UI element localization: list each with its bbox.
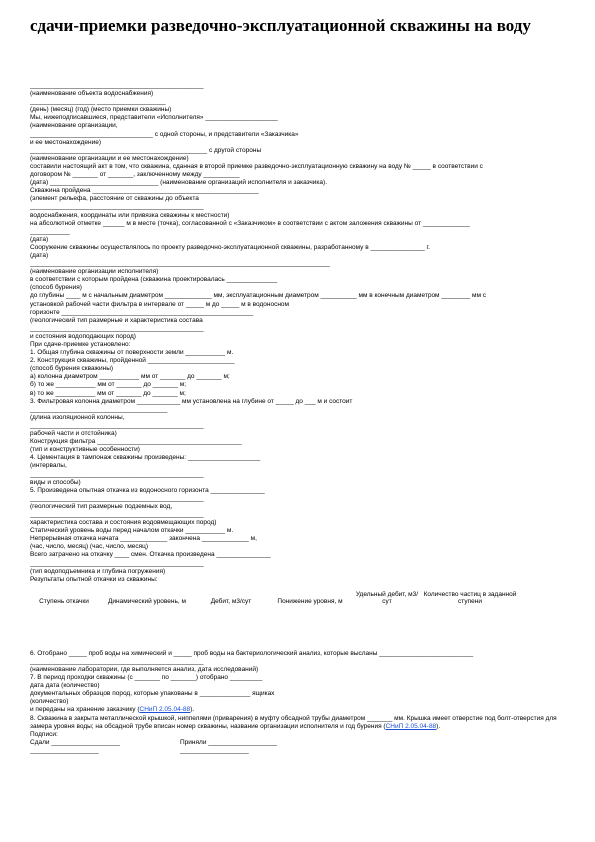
form-line: (час, число, месяц) (час, число, месяц) — [30, 543, 149, 551]
form-line: ________________________________________________ — [30, 421, 204, 429]
snip-link[interactable]: СНиП 2.05.04-88 — [139, 706, 191, 714]
accepted-label: Приняли ___________________ — [180, 738, 277, 746]
form-line: При сдаче-приемке установлено: — [30, 341, 131, 348]
form-line: ________________________________________________ — [30, 324, 204, 332]
form-line: __________________________________ с одной стороны, и представители «Заказчика» — [30, 130, 299, 138]
document-body — [30, 82, 575, 755]
form-line: (дата) — [30, 235, 49, 243]
form-line: (геологический тип размерные и характеристика состава — [30, 316, 203, 324]
form-line: договором № _______ от _______, заключенному между __________ — [30, 171, 240, 179]
form-line: (день) (месяц) (год) (место приемки скважины) — [30, 106, 172, 114]
form-line: _________________________________________________ с другой стороны — [30, 146, 262, 154]
table-header-drawdown: Понижение уровня, м — [277, 598, 343, 606]
form-line: 5. Произведена опытная откачка из водоносного горизонта _______________ — [30, 486, 265, 494]
table-header-stage: Ступень откачки — [39, 598, 89, 606]
form-line: ________________________________________________ — [30, 559, 204, 567]
form-line: Всего затрачено на откачку ____ смен. Откачка произведена _______________ — [30, 551, 271, 559]
form-line: Результаты опытной откачки из скважины: — [30, 575, 158, 583]
form-line: 3. Фильтровая колонна диаметром ____________ мм установлена на глубине от _____ до ___ м и состоит — [30, 397, 353, 405]
form-line: 6. Отобрано _____ проб воды на химический и _____ проб воды на бактериологический анализ, которые высланы __________________________ — [30, 649, 474, 657]
table-header-dynamic-level: Динамический уровень, м — [108, 598, 186, 606]
form-line: установкой рабочей части фильтра в интервале от _____ м до _____ м в водоносном — [30, 300, 290, 308]
form-line: (геологический тип размерные подземных вод, — [30, 502, 173, 510]
form-line: (длина изоляционной колонны, — [30, 413, 125, 421]
signatures-row-1 — [30, 739, 575, 747]
table-header-specific-flow: Удельный дебит, м3/сут — [355, 590, 419, 606]
form-line: (тип водоподъемника и глубина погружения) — [30, 567, 166, 575]
form-line: 1. Общая глубина скважины от поверхности земли ___________ м. — [30, 349, 234, 357]
form-line: (способ бурения) — [30, 284, 82, 292]
form-line: б) то же ___________ мм от _______ до _______ м; — [30, 381, 187, 389]
table-header-flow: Дебит, м3/сут — [210, 598, 252, 606]
form-line: ___________________________________________________________________________________ — [30, 260, 331, 268]
signatures-row-2 — [30, 747, 575, 755]
snip-link-2[interactable]: СНиП 2.05.04-88 — [385, 722, 437, 730]
form-line: Сооружение скважины осуществлялось по проекту разведочно-эксплуатационной скважины, разработанному в _______________ г. — [30, 243, 430, 251]
form-line: (способ бурения скважины) — [30, 365, 114, 373]
form-line: 2. Конструкция скважины, пройденной ________________________ — [30, 357, 235, 365]
form-line: (наименование организации исполнителя) — [30, 268, 159, 276]
handed-label: Сдали ___________________ — [30, 738, 121, 746]
form-line: (наименование объекта водоснабжения) — [30, 90, 154, 98]
form-line: ________________________________________________ — [30, 203, 204, 211]
document-title: сдачи-приемки разведочно-эксплуатационной скважины на воду — [30, 16, 531, 35]
form-line: до глубины ____ м с начальным диаметром _____________ мм, эксплуатационным диаметром __________ мм в конечным диаметром ________ мм с — [30, 292, 487, 300]
table-header-particles: Количество частиц в заданной ступени — [423, 590, 517, 606]
form-line: 4. Цементация в тампонаж скважины произведены: ____________________ — [30, 454, 261, 462]
form-line: документальных образцов пород, которые упакованы в ______________ ящиках — [30, 690, 275, 698]
accepted-signature-line: ___________________ — [180, 746, 249, 754]
form-line: 7. В период проходки скважины (с _______ по _______) отобрано _________ — [30, 674, 263, 682]
form-line: Непрерывная откачка начата _____________ закончена _____________ м, — [30, 535, 257, 543]
form-line: и ее местонахождение) — [30, 138, 102, 146]
form-line: (интервалы, — [30, 462, 67, 470]
form-line: виды и способы) — [30, 478, 81, 486]
form-line: в соответствии с которым пройдена (скважина проектировалась ______________ — [30, 276, 278, 284]
form-line: характеристика состава и состояния водовмещающих пород) — [30, 519, 217, 527]
form-line: ________________________________________________ — [30, 510, 204, 518]
form-line: (элемент рельефа, расстояние от скважины до объекта — [30, 195, 199, 203]
form-line: а) колонна диаметром ___________ мм от _______ до _______ м; — [30, 373, 230, 381]
form-line: (наименование организации, — [30, 122, 118, 130]
form-line: и состояния водоподающих пород) — [30, 332, 136, 340]
storage-line: и переданы на хранение заказчику (СНиП 2.05.04-88). — [30, 706, 195, 714]
signatures-heading: Подписи: — [30, 730, 58, 738]
form-line: дата дата (количество) — [30, 682, 100, 690]
form-line: ________________________________________________ — [30, 470, 204, 478]
form-line: (наименование лаборатории, где выполняется анализ, дата исследований) — [30, 666, 259, 673]
form-line: ________________________________________________ — [30, 657, 204, 665]
form-line: (дата) — [30, 251, 49, 259]
form-line: Скважина пройдена ______________________________________________ — [30, 187, 259, 195]
form-line: в) то же ___________ мм от _______ до _______ м; — [30, 389, 186, 397]
form-line: (дата) ______________________________ (наименование организаций исполнителя и заказчика). — [30, 179, 328, 187]
item-8-paragraph: 8. Скважина в закрыта металлической крышкой, ниппелями (приварения) в муфту обсадной трубы диаметром _______ мм. Крышка имеет отверстие под болт-отверстия для замера уровня воды; на обсадной трубе вписан номер скважины, название организации исполнителя и год бурения (СНиП 2.05.04-88). — [30, 714, 557, 730]
form-line: составили настоящий акт в том, что скважина, сданная в второй приемке разведочно-эксплуатационную скважину на воду № _____ в соответствии с — [30, 162, 483, 170]
form-line: ________________________________________________ — [30, 494, 204, 502]
form-line: (количество) — [30, 698, 69, 706]
form-line: Конструкция фильтра ________________________________________ — [30, 438, 242, 446]
form-lines-after — [30, 650, 575, 707]
form-lines — [30, 82, 575, 584]
form-line: ___________ — [30, 227, 70, 235]
form-line: (тип и конструктивные особенности) — [30, 446, 140, 454]
form-line: на абсолютной отметке ______ м в месте (точка), согласованной с «Заказчиком» в соответствии с актом заложения скважины от _____________ — [30, 219, 470, 227]
form-line: ______________________________________ — [30, 405, 168, 413]
form-line: ________________________________________________ — [30, 82, 204, 89]
form-line: __________________ ___________________ — [30, 98, 166, 106]
form-line: рабочей части и отстойника) — [30, 430, 117, 438]
test-pumping-table-header — [30, 586, 575, 606]
form-line: водоснабжения, координаты или привязка скважины к местности) — [30, 211, 230, 219]
form-line: горизонте _____________________________________________________ — [30, 308, 254, 316]
form-line: (наименование организации и ее местонахождение) — [30, 154, 189, 162]
form-line: Статический уровень воды перед началом откачки ___________ м. — [30, 527, 234, 535]
handed-signature-line: ___________________ — [30, 746, 99, 754]
form-line: Мы, нижеподписавшиеся, представители «Исполнителя» ____________________ — [30, 114, 278, 122]
